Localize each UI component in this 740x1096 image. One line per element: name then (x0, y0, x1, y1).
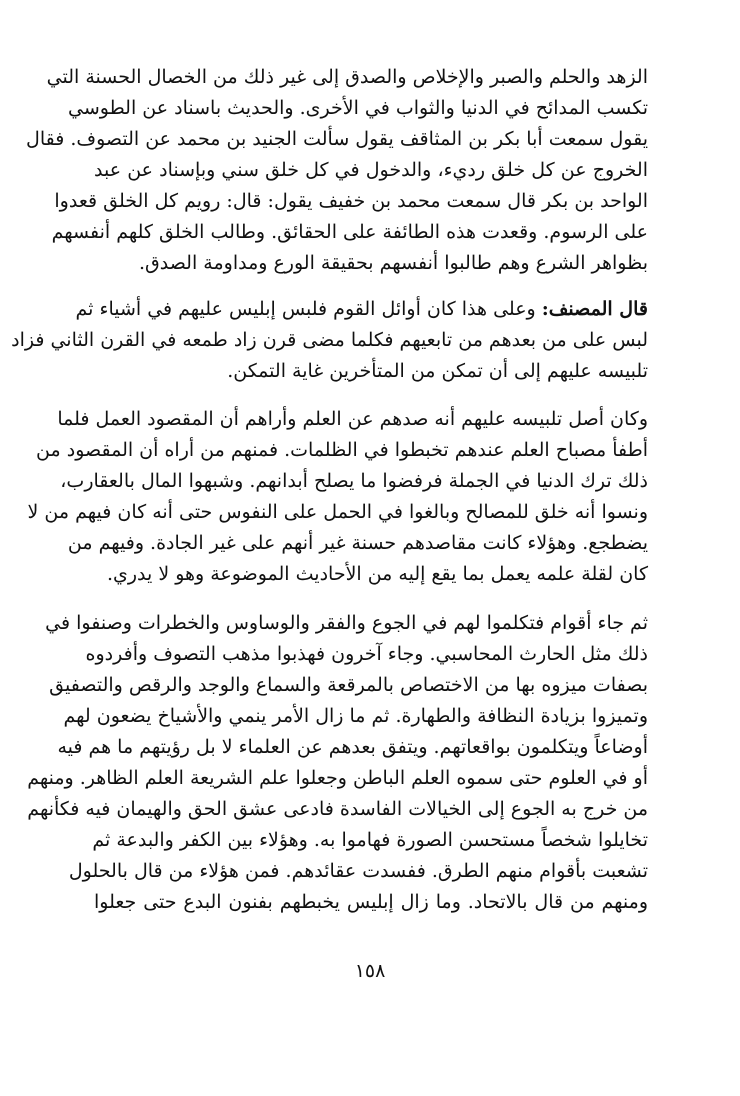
text-line: كان لقلة علمه يعمل بما يقع إليه من الأحاديث الموضوعة وهو لا يدري. (106, 563, 648, 585)
text-line (75, 294, 648, 325)
text-line: بظواهر الشرع وهم طالبوا أنفسهم بحقيقة الورع ومداومة الصدق. (138, 252, 648, 274)
text-line: على الرسوم. وقعدت هذه الطائفة على الحقائق. وطالب الخلق كلهم أنفسهم (51, 221, 648, 243)
text-line: الخروج عن كل خلق رديء، والدخول في كل خلق سني وبإسناد عن عبد (94, 159, 648, 181)
paragraph-3 (27, 404, 648, 590)
paragraph-2 (11, 294, 648, 387)
text-line: أطفأ مصباح العلم عندهم تخبطوا في الظلمات. فمنهم من أراه أن المقصود من (36, 439, 648, 461)
text-line: الزهد والحلم والصبر والإخلاص والصدق إلى غير ذلك من الخصال الحسنة التي (46, 66, 648, 88)
text-line: ذلك ترك الدنيا في الجملة فرفضوا ما يصلح أبدانهم. وشبهوا المال بالعقارب، (60, 470, 648, 492)
paragraph-1 (26, 62, 648, 279)
paragraph-4 (27, 608, 648, 918)
text-line: الواحد بن بكر قال سمعت محمد بن خفيف يقول: قال: رويم كل الخلق قعدوا (54, 190, 648, 212)
text-line: وتميزوا بزيادة النظافة والطهارة. ثم ما زال الأمر ينمي والأشياخ يضعون لهم (63, 705, 648, 727)
text-line: ومنهم من قال بالاتحاد. وما زال إبليس يخبطهم بفنون البدع حتى جعلوا (94, 891, 648, 913)
text-line: ونسوا أنه خلق للمصالح وبالغوا في الحمل على النفوس حتى أنه كان فيهم من لا (27, 501, 648, 523)
text-line: تخايلوا شخصاً مستحسن الصورة فهاموا به. وهؤلاء بين الكفر والبدعة ثم (92, 829, 648, 851)
text-line: لبس على من بعدهم من تابعيهم فكلما مضى قرن زاد طمعه في القرن الثاني فزاد (11, 329, 648, 351)
text-line-rest: وعلى هذا كان أوائل القوم فلبس إبليس عليهم في أشياء ثم (75, 298, 542, 320)
text-line: تلبيسه عليهم إلى أن تمكن من المتأخرين غاية التمكن. (227, 360, 648, 382)
text-line: من خرج به الجوع إلى الخيالات الفاسدة فادعى عشق الحق والهيمان فيه فكأنهم (27, 798, 648, 820)
text-line: يضطجع. وهؤلاء كانت مقاصدهم حسنة غير أنهم على غير الجادة. وفيهم من (67, 532, 648, 554)
author-label: قال المصنف: (541, 298, 648, 320)
text-line: ثم جاء أقوام فتكلموا لهم في الجوع والفقر والوساوس والخطرات وصنفوا في (45, 612, 648, 634)
text-line: وكان أصل تلبيسه عليهم أنه صدهم عن العلم وأراهم أن المقصود العمل فلما (57, 408, 648, 430)
text-line: تشعبت بأقوام منهم الطرق. ففسدت عقائدهم. فمن هؤلاء من قال بالحلول (68, 860, 648, 882)
text-line: أوضاعاً ويتكلمون بواقعاتهم. ويتفق بعدهم عن العلماء لا بل رؤيتهم ما هم فيه (57, 736, 648, 758)
text-line: تكسب المدائح في الدنيا والثواب في الأخرى. والحديث باسناد عن الطوسي (68, 97, 648, 119)
text-line: يقول سمعت أبا بكر بن المثاقف يقول سألت الجنيد بن محمد عن التصوف. فقال (26, 128, 648, 150)
text-line: أو في العلوم حتى سموه العلم الباطن وجعلوا علم الشريعة العلم الظاهر. ومنهم (27, 767, 648, 789)
page-number: ١٥٨ (354, 960, 386, 982)
text-line: بصفات ميزوه بها من الاختصاص بالمرقعة والسماع والوجد والرقص والتصفيق (49, 674, 648, 696)
text-line: ذلك مثل الحارث المحاسبي. وجاء آخرون فهذبوا مذهب التصوف وأفردوه (85, 643, 648, 665)
